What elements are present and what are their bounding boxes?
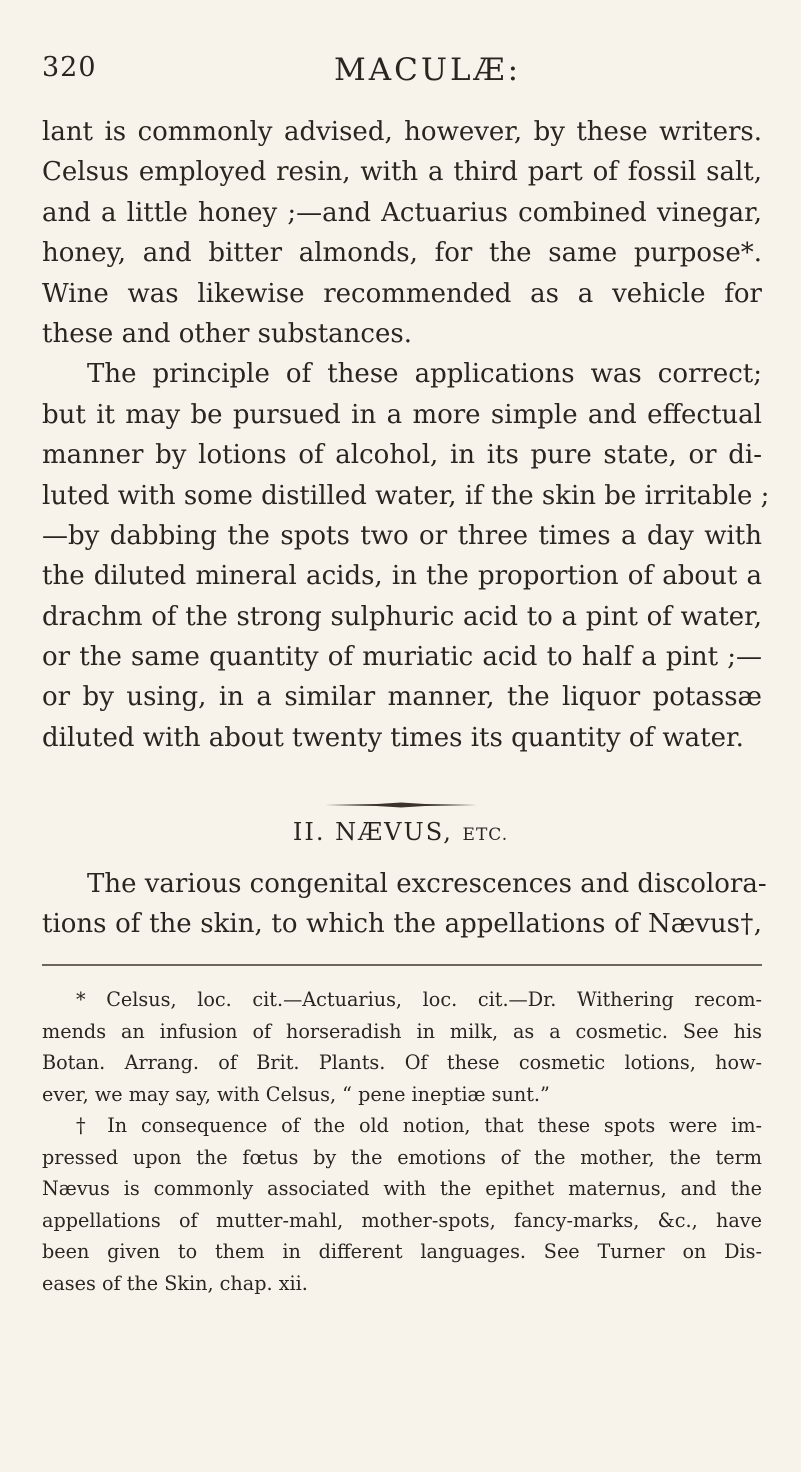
footnote-line: eases of the Skin, chap. xii. — [42, 1271, 308, 1295]
running-title: MACULÆ: — [334, 52, 522, 88]
text-line: Wine was likewise recommended as a vehicle for — [42, 278, 762, 309]
text-line: luted with some distilled water, if the skin be irritable ; — [42, 480, 770, 511]
footnote-line: * Celsus, loc. cit.—Actuarius, loc. cit.—Dr. Withering recom- — [76, 988, 762, 1011]
text-line: honey, and bitter almonds, for the same purpose*. — [42, 238, 762, 269]
text-line: or by using, in a similar manner, the liquor potassæ — [42, 682, 762, 713]
text-line: Celsus employed resin, with a third part of fossil salt, — [42, 157, 762, 188]
text-line: diluted with about twenty times its quantity of water. — [42, 722, 744, 753]
footnote-line: pressed upon the fœtus by the emotions of the mother, the term — [42, 1145, 762, 1169]
footnote-line: Botan. Arrang. of Brit. Plants. Of these cosmetic lotions, how- — [42, 1051, 762, 1074]
footnote-line: Nævus is commonly associated with the epithet maternus, and the — [42, 1177, 762, 1200]
text-line: the diluted mineral acids, in the proportion of about a — [42, 561, 762, 592]
text-line: —by dabbing the spots two or three times a day with — [42, 520, 762, 551]
footnote-line: appellations of mutter-mahl, mother-spots, fancy-marks, &c., have — [42, 1208, 762, 1232]
text-line: tions of the skin, to which the appellations of Nævus†, — [42, 909, 762, 940]
footnote-line: † In consequence of the old notion, that these spots were im- — [76, 1114, 762, 1137]
section-text — [42, 864, 767, 945]
section-heading — [0, 818, 801, 846]
footnote-rule — [42, 964, 762, 966]
text-line: manner by lotions of alcohol, in its pure state, or di- — [42, 440, 762, 471]
section-heading-title: II. NÆVUS, — [292, 818, 453, 846]
text-line: drachm of the strong sulphuric acid to a pint of water, — [42, 601, 762, 632]
footnote-line: been given to them in different languages. See Turner on Dis- — [42, 1240, 762, 1263]
text-line: lant is commonly advised, however, by these writers. — [42, 117, 762, 147]
running-head — [42, 52, 762, 92]
text-line: but it may be pursued in a more simple and effectual — [42, 399, 762, 430]
text-line: and a little honey ;—and Actuarius combined vinegar, — [42, 197, 762, 228]
page-number: 320 — [42, 52, 97, 83]
footnote-line: ever, we may say, with Celsus, “ pene ineptiæ sunt.” — [42, 1082, 550, 1106]
section-heading-etc: ETC. — [462, 825, 509, 845]
text-line: The principle of these applications was correct; — [87, 359, 762, 390]
footnote-line: mends an infusion of horseradish in milk, as a cosmetic. See his — [42, 1019, 762, 1043]
footnotes — [42, 984, 762, 1299]
section-ornament — [325, 802, 477, 808]
text-line: The various congenital excrescences and discolora- — [87, 869, 767, 899]
body-text — [42, 112, 770, 758]
text-line: these and other substances. — [42, 318, 412, 349]
text-line: or the same quantity of muriatic acid to half a pint ;— — [42, 642, 762, 673]
